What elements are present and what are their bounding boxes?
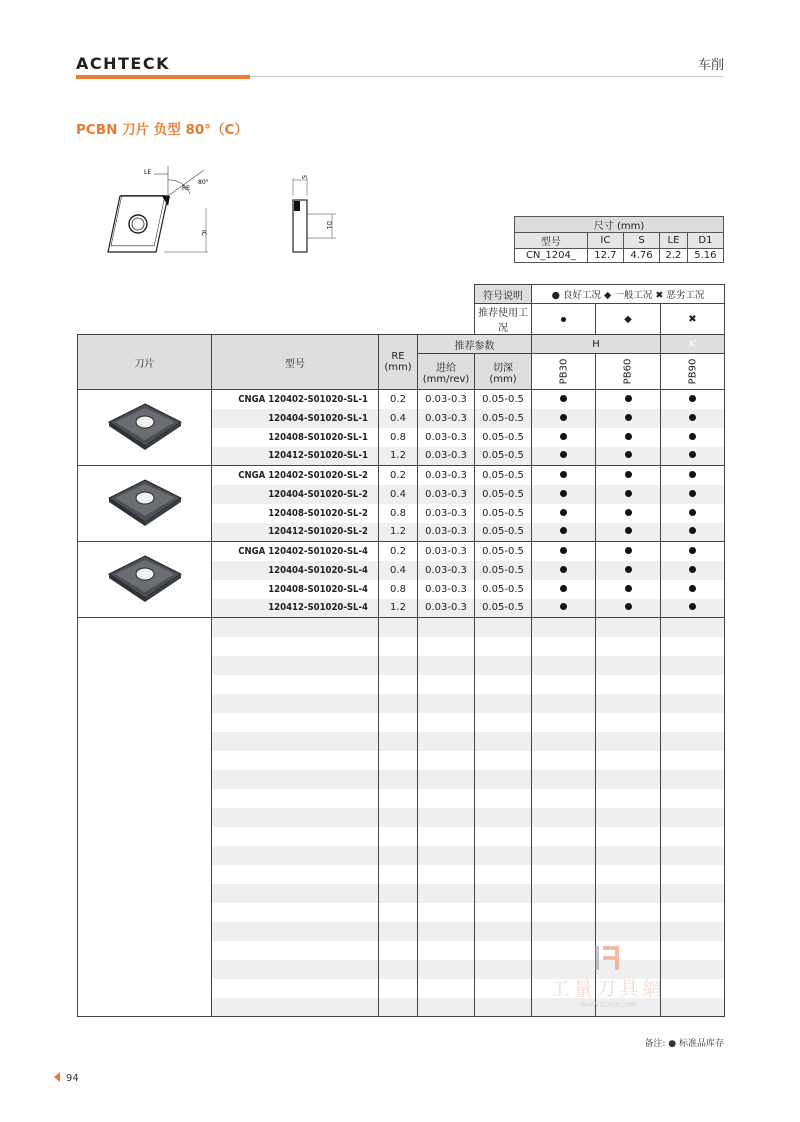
empty-cell [475,732,532,751]
empty-cell [475,751,532,770]
empty-cell [596,751,661,770]
empty-cell [418,713,475,732]
row-depth: 0.05-0.5 [475,599,532,618]
empty-cell [212,865,379,884]
row-grade-pb30-dot [532,409,596,428]
empty-cell [379,656,418,675]
watermark [538,944,678,1016]
size-table-title: 尺寸 (mm) [515,217,724,233]
empty-cell [661,618,725,637]
empty-cell [212,732,379,751]
col-header-grade-pb30: PB30 [558,358,569,385]
empty-cell [418,675,475,694]
row-grade-pb30-dot [532,447,596,466]
product-table [77,284,725,1017]
empty-cell [596,618,661,637]
empty-cell [596,713,661,732]
empty-cell [379,637,418,656]
empty-cell [596,827,661,846]
empty-cell [475,865,532,884]
empty-cell [379,751,418,770]
page-arrow-icon [54,1072,60,1082]
brand-logo: ACHTECK [76,54,170,73]
empty-cell [212,694,379,713]
empty-table-row [78,618,725,637]
empty-cell [379,884,418,903]
empty-cell [532,770,596,789]
row-depth: 0.05-0.5 [475,390,532,409]
empty-cell [418,960,475,979]
row-grade-pb30-dot [532,561,596,580]
empty-cell [379,960,418,979]
empty-cell [475,637,532,656]
size-cell-le: 2.2 [660,249,688,263]
empty-cell [212,713,379,732]
row-depth: 0.05-0.5 [475,542,532,561]
empty-cell [418,618,475,637]
row-grade-pb60-dot [596,504,661,523]
empty-cell [475,789,532,808]
empty-cell [596,770,661,789]
table-row [78,542,725,561]
empty-cell [596,846,661,865]
empty-cell [661,656,725,675]
diagram-d1-label: D1 [325,221,332,230]
size-header-s: S [623,233,659,249]
empty-cell [475,656,532,675]
row-grade-pb90-dot [661,390,725,409]
row-re: 0.8 [379,580,418,599]
row-feed: 0.03-0.3 [418,409,475,428]
row-feed: 0.03-0.3 [418,523,475,542]
empty-cell [661,789,725,808]
empty-cell [379,808,418,827]
row-grade-pb90-dot [661,561,725,580]
empty-cell [379,618,418,637]
recommend-normal-icon: ◆ [596,304,661,335]
row-model: 120412-S01020-SL-2 [212,523,379,542]
empty-cell [475,998,532,1017]
watermark-text: 工量刀具網 [550,978,666,1000]
watermark-logo-icon [593,944,623,972]
empty-cell [532,903,596,922]
row-re: 0.4 [379,409,418,428]
empty-cell [661,846,725,865]
row-re: 1.2 [379,523,418,542]
row-depth: 0.05-0.5 [475,485,532,504]
row-grade-pb30-dot [532,428,596,447]
empty-cell [475,903,532,922]
diagram-le-label: LE [144,169,152,176]
row-grade-pb60-dot [596,561,661,580]
row-grade-pb30-dot [532,599,596,618]
empty-cell [379,998,418,1017]
recommend-harsh-icon: ✖ [661,304,725,335]
empty-cell [418,922,475,941]
row-grade-pb60-dot [596,390,661,409]
empty-cell [596,656,661,675]
size-cell-ic: 12.7 [587,249,623,263]
row-grade-pb90-dot [661,485,725,504]
legend-k-label: K [661,335,725,354]
empty-cell [475,884,532,903]
row-grade-pb90-dot [661,523,725,542]
row-depth: 0.05-0.5 [475,561,532,580]
row-model: 120412-S01020-SL-1 [212,447,379,466]
empty-cell [596,865,661,884]
empty-cell [661,770,725,789]
diagram-angle-label: 80° [198,179,209,186]
size-header-le: LE [660,233,688,249]
empty-cell [418,732,475,751]
empty-cell [212,922,379,941]
empty-cell [475,846,532,865]
row-grade-pb30-dot [532,390,596,409]
row-feed: 0.03-0.3 [418,580,475,599]
empty-cell [532,751,596,770]
empty-cell [212,637,379,656]
row-grade-pb30-dot [532,485,596,504]
row-re: 0.2 [379,466,418,485]
empty-cell [418,827,475,846]
size-table [514,216,724,263]
row-grade-pb90-dot [661,580,725,599]
empty-cell [596,789,661,808]
insert-side-view-diagram [280,166,350,262]
row-feed: 0.03-0.3 [418,390,475,409]
row-re: 0.2 [379,390,418,409]
empty-cell [532,922,596,941]
col-header-re: RE (mm) [379,335,418,390]
empty-cell [212,903,379,922]
empty-cell [532,789,596,808]
empty-cell [475,922,532,941]
header-accent-bar [76,75,250,79]
row-feed: 0.03-0.3 [418,504,475,523]
row-feed: 0.03-0.3 [418,599,475,618]
col-header-model: 型号 [212,335,379,390]
row-grade-pb60-dot [596,542,661,561]
empty-cell [532,637,596,656]
empty-cell [532,618,596,637]
empty-cell [532,884,596,903]
insert-empty-cell [78,618,212,1017]
row-re: 0.4 [379,485,418,504]
empty-cell [212,979,379,998]
row-grade-pb60-dot [596,428,661,447]
empty-cell [379,865,418,884]
watermark-url: WWW.GLRJW.COM [580,1002,636,1009]
row-grade-pb90-dot [661,428,725,447]
empty-cell [418,979,475,998]
row-grade-pb60-dot [596,485,661,504]
row-re: 0.8 [379,504,418,523]
row-feed: 0.03-0.3 [418,542,475,561]
row-grade-pb30-dot [532,466,596,485]
row-model: CNGA 120402-S01020-SL-2 [212,466,379,485]
empty-cell [475,618,532,637]
empty-cell [379,941,418,960]
row-grade-pb60-dot [596,523,661,542]
empty-cell [379,694,418,713]
legend-symbol-text: ● 良好工况 ◆ 一般工况 ✖ 恶劣工况 [532,285,725,304]
row-feed: 0.03-0.3 [418,447,475,466]
empty-cell [418,656,475,675]
empty-cell [532,656,596,675]
row-depth: 0.05-0.5 [475,466,532,485]
row-model: 120408-S01020-SL-2 [212,504,379,523]
empty-cell [212,656,379,675]
empty-cell [661,732,725,751]
col-header-insert: 刀片 [78,335,212,390]
row-feed: 0.03-0.3 [418,561,475,580]
empty-cell [661,637,725,656]
row-depth: 0.05-0.5 [475,504,532,523]
empty-cell [379,922,418,941]
empty-cell [212,998,379,1017]
empty-cell [212,846,379,865]
col-header-depth: 切深 (mm) [475,354,532,390]
size-header-d1: D1 [687,233,723,249]
empty-cell [475,941,532,960]
empty-cell [212,618,379,637]
row-grade-pb90-dot [661,599,725,618]
section-label: 车削 [697,58,724,73]
size-cell-model: CN_1204_ [515,249,588,263]
footnote: 备注: ● 标准品库存 [644,1039,724,1049]
empty-cell [661,922,725,941]
legend-params-label: 推荐参数 [418,335,532,354]
row-model: 120404-S01020-SL-2 [212,485,379,504]
col-header-feed: 进给 (mm/rev) [418,354,475,390]
empty-cell [661,827,725,846]
empty-cell [212,808,379,827]
row-grade-pb90-dot [661,466,725,485]
row-grade-pb90-dot [661,409,725,428]
recommend-good-icon [532,304,596,335]
empty-cell [661,884,725,903]
empty-cell [379,675,418,694]
page-number-text: 94 [66,1073,79,1084]
empty-cell [596,675,661,694]
empty-cell [596,884,661,903]
diagram-re-label: RE [182,185,190,192]
col-header-grade-pb90: PB90 [687,358,698,385]
empty-cell [475,675,532,694]
row-grade-pb60-dot [596,580,661,599]
row-grade-pb30-dot [532,504,596,523]
row-grade-pb60-dot [596,447,661,466]
legend-recommend-label: 推荐使用工况 [475,304,532,335]
empty-cell [418,770,475,789]
row-grade-pb90-dot [661,542,725,561]
empty-cell [212,884,379,903]
row-depth: 0.05-0.5 [475,580,532,599]
row-re: 1.2 [379,447,418,466]
row-re: 1.2 [379,599,418,618]
empty-cell [532,827,596,846]
empty-cell [596,922,661,941]
empty-cell [661,675,725,694]
row-depth: 0.05-0.5 [475,523,532,542]
empty-cell [418,865,475,884]
empty-cell [212,827,379,846]
empty-cell [596,732,661,751]
empty-cell [379,846,418,865]
empty-cell [418,884,475,903]
col-header-grade-pb60: PB60 [622,358,634,385]
legend-symbol-label: 符号说明 [475,285,532,304]
empty-cell [475,694,532,713]
row-model: 120408-S01020-SL-4 [212,580,379,599]
row-grade-pb60-dot [596,409,661,428]
row-model: CNGA 120402-S01020-SL-1 [212,390,379,409]
row-depth: 0.05-0.5 [475,447,532,466]
empty-cell [661,808,725,827]
size-header-model: 型号 [515,233,588,249]
row-depth: 0.05-0.5 [475,428,532,447]
legend-h-label: H [532,335,661,354]
empty-cell [418,846,475,865]
empty-cell [475,960,532,979]
empty-cell [418,998,475,1017]
empty-cell [661,865,725,884]
empty-cell [418,941,475,960]
insert-top-view-diagram [98,160,228,260]
empty-cell [212,675,379,694]
row-grade-pb90-dot [661,447,725,466]
empty-cell [532,808,596,827]
empty-cell [418,694,475,713]
empty-cell [532,732,596,751]
row-model: 120404-S01020-SL-4 [212,561,379,580]
empty-cell [596,808,661,827]
row-grade-pb30-dot [532,523,596,542]
empty-cell [475,979,532,998]
empty-cell [212,941,379,960]
empty-cell [596,903,661,922]
insert-image-1 [78,390,212,466]
row-re: 0.4 [379,561,418,580]
empty-cell [475,808,532,827]
diagram-s-label: S [300,175,307,179]
empty-cell [379,732,418,751]
empty-cell [379,770,418,789]
row-depth: 0.05-0.5 [475,409,532,428]
empty-cell [532,713,596,732]
page-number [54,1072,79,1084]
row-model: 120404-S01020-SL-1 [212,409,379,428]
empty-cell [379,713,418,732]
empty-cell [379,979,418,998]
empty-cell [418,808,475,827]
empty-cell [532,865,596,884]
page-title: PCBN 刀片 负型 80°（C） [76,122,248,138]
size-cell-d1: 5.16 [687,249,723,263]
empty-cell [418,789,475,808]
row-grade-pb30-dot [532,542,596,561]
table-row [78,466,725,485]
row-feed: 0.03-0.3 [418,485,475,504]
insert-image-3 [78,542,212,618]
empty-cell [661,751,725,770]
row-feed: 0.03-0.3 [418,466,475,485]
size-cell-s: 4.76 [623,249,659,263]
row-re: 0.2 [379,542,418,561]
empty-cell [475,713,532,732]
empty-cell [212,960,379,979]
empty-cell [418,751,475,770]
row-grade-pb90-dot [661,504,725,523]
row-grade-pb60-dot [596,599,661,618]
row-model: 120408-S01020-SL-1 [212,428,379,447]
empty-cell [532,846,596,865]
empty-cell [379,789,418,808]
empty-cell [212,789,379,808]
empty-cell [661,903,725,922]
empty-cell [661,694,725,713]
insert-image-2 [78,466,212,542]
row-grade-pb60-dot [596,466,661,485]
row-model: CNGA 120402-S01020-SL-4 [212,542,379,561]
empty-cell [661,713,725,732]
row-grade-pb30-dot [532,580,596,599]
empty-cell [475,827,532,846]
empty-cell [596,637,661,656]
diagram-ic-label: IC [200,230,207,236]
empty-cell [596,694,661,713]
empty-cell [532,675,596,694]
row-feed: 0.03-0.3 [418,428,475,447]
size-header-ic: IC [587,233,623,249]
empty-cell [418,903,475,922]
empty-cell [212,751,379,770]
table-row [78,390,725,409]
row-re: 0.8 [379,428,418,447]
row-model: 120412-S01020-SL-4 [212,599,379,618]
empty-cell [475,770,532,789]
empty-cell [418,637,475,656]
empty-cell [532,694,596,713]
empty-cell [212,770,379,789]
empty-cell [379,827,418,846]
empty-cell [379,903,418,922]
